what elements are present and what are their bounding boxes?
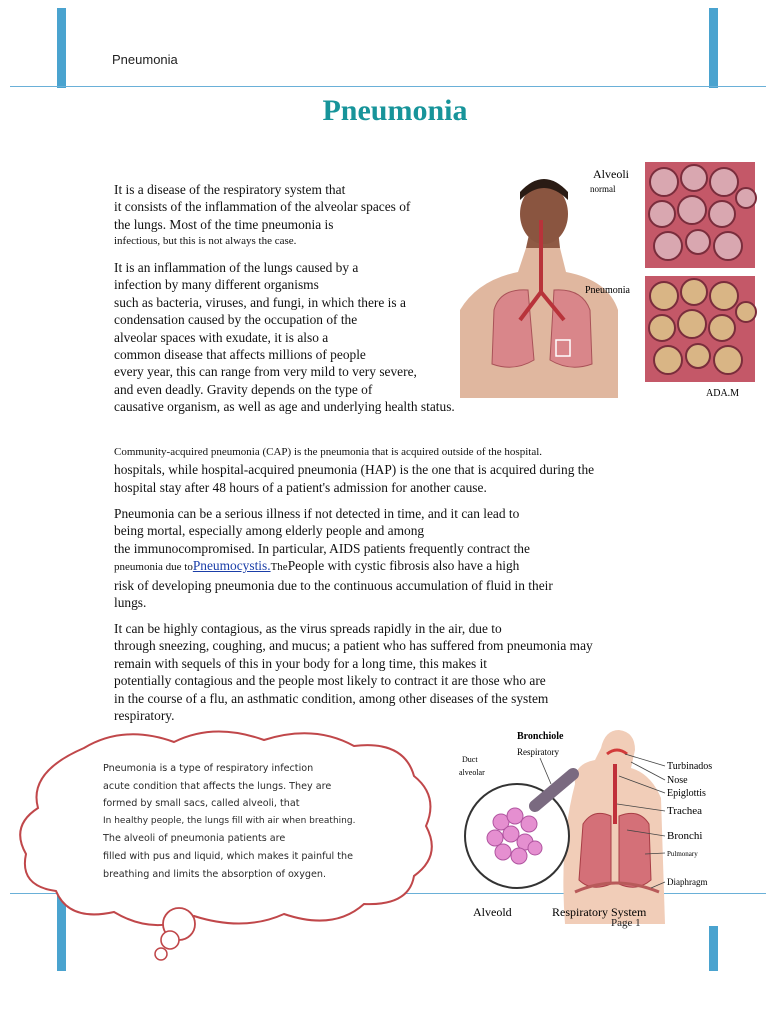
label-alveoli: Alveoli	[593, 167, 629, 181]
page-number: Page 1	[611, 917, 641, 929]
text-line: it consists of the inflammation of the alveolar spaces of	[114, 199, 411, 215]
text-line: condensation caused by the occupation of the	[114, 312, 358, 328]
paragraph-2	[114, 259, 455, 416]
text-line: respiratory.	[114, 708, 175, 724]
right-lung-shape	[619, 813, 651, 887]
text-line: It is an inflammation of the lungs caused by a	[114, 260, 359, 275]
paragraph-1	[114, 181, 410, 251]
cloud-line: filled with pus and liquid, which makes it painful the	[103, 850, 353, 862]
alveoli-figure	[458, 160, 758, 400]
label-normal: normal	[590, 184, 616, 194]
text-line: risk of developing pneumonia due to the continuous accumulation of fluid in their	[114, 577, 553, 593]
label-respiratory: Respiratory	[517, 747, 559, 757]
thought-bubble-small	[155, 948, 167, 960]
text-fragment: The	[270, 561, 288, 574]
text-line: potentially contagious and the people most likely to contract it are those who are	[114, 673, 546, 689]
text-line: the immunocompromised. In particular, AIDS patients frequently contract the	[114, 540, 530, 556]
cloud-line: breathing and limits the absorption of oxygen.	[103, 868, 327, 880]
text-line: Pneumonia can be a serious illness if not detected in time, and it can lead to	[114, 506, 520, 521]
text-line: lungs.	[114, 595, 147, 611]
text-line: common disease that affects millions of people	[114, 347, 366, 363]
header-rule	[10, 86, 766, 87]
cloud-line: acute condition that affects the lungs. They are	[103, 780, 332, 792]
text-line: infectious, but this is not always the case.	[114, 235, 297, 248]
top-left-bar	[57, 8, 66, 88]
label-bronchiole: Bronchiole	[517, 731, 564, 742]
text-line: such as bacteria, viruses, and fungi, in which there is a	[114, 294, 406, 310]
text-line: through sneezing, coughing, and mucus; a patient who has suffered from pneumonia may	[114, 638, 593, 654]
text-line: Community-acquired pneumonia (CAP) is the pneumonia that is acquired outside of the hospital.	[114, 446, 543, 458]
label-nose: Nose	[667, 775, 688, 786]
label-bronchi: Bronchi	[667, 830, 703, 842]
text-line-with-link	[114, 557, 553, 576]
text-line: hospitals, while hospital-acquired pneumonia (HAP) is the one that is acquired during the	[114, 462, 595, 478]
body-silhouette	[563, 730, 665, 924]
thought-bubble-medium	[161, 931, 179, 949]
label-respiratory-system: Respiratory System	[552, 905, 647, 919]
cloud-line: formed by small sacs, called alveoli, that	[103, 798, 300, 810]
label-diaphragm: Diaphragm	[667, 877, 708, 887]
paragraph-3	[114, 444, 594, 496]
left-lung-shape	[579, 813, 611, 887]
text-line: the lungs. Most of the time pneumonia is	[114, 216, 334, 232]
left-lung	[492, 290, 534, 367]
label-pulmonary: Pulmonary	[667, 850, 698, 858]
text-line: and even deadly. Gravity depends on the type of	[114, 381, 373, 397]
label-trachea: Trachea	[667, 805, 703, 817]
bottom-right-bar	[709, 926, 718, 971]
label-alveolar: alveolar	[459, 768, 485, 777]
cloud-line: In healthy people, the lungs fill with air when breathing.	[103, 815, 356, 826]
cloud-line: Pneumonia is a type of respiratory infection	[103, 763, 314, 774]
text-line: It is a disease of the respiratory system that	[114, 182, 346, 197]
credit-adam: ADA.M	[706, 388, 740, 399]
page-title: Pneumonia	[322, 94, 468, 127]
text-line: causative organism, as well as age and underlying health status.	[114, 399, 455, 415]
text-line: being mortal, especially among elderly people and among	[114, 523, 425, 539]
running-header: Pneumonia	[112, 52, 178, 67]
text-line: infection by many different organisms	[114, 277, 319, 293]
label-duct: Duct	[462, 755, 478, 764]
label-pneumonia: Pneumonia	[585, 285, 630, 296]
cloud-line: The alveoli of pneumonia patients are	[103, 833, 286, 845]
text-line: in the course of a flu, an asthmatic condition, among other diseases of the system	[114, 690, 549, 706]
text-line: hospital stay after 48 hours of a patient's admission for another cause.	[114, 479, 487, 495]
label-turbinados: Turbinados	[667, 761, 713, 772]
text-fragment: People with cystic fibrosis also have a high	[287, 558, 520, 574]
text-line: every year, this can range from very mild to very severe,	[114, 364, 417, 380]
label-epiglottis: Epiglottis	[667, 788, 706, 799]
paragraph-4	[114, 505, 553, 611]
respiratory-system-figure	[455, 724, 755, 929]
text-line: alveolar spaces with exudate, it is also a	[114, 329, 329, 345]
label-alveold: Alveold	[473, 905, 512, 919]
paragraph-5	[114, 620, 593, 724]
pneumocystis-link[interactable]: Pneumocystis.	[192, 558, 271, 574]
text-fragment: pneumonia due to	[114, 561, 193, 574]
cloud-text	[103, 760, 355, 883]
top-right-bar	[709, 8, 718, 88]
text-line: remain with sequels of this in your body for a long time, this makes it	[114, 655, 488, 671]
text-line: It can be highly contagious, as the virus spreads rapidly in the air, due to	[114, 621, 502, 636]
